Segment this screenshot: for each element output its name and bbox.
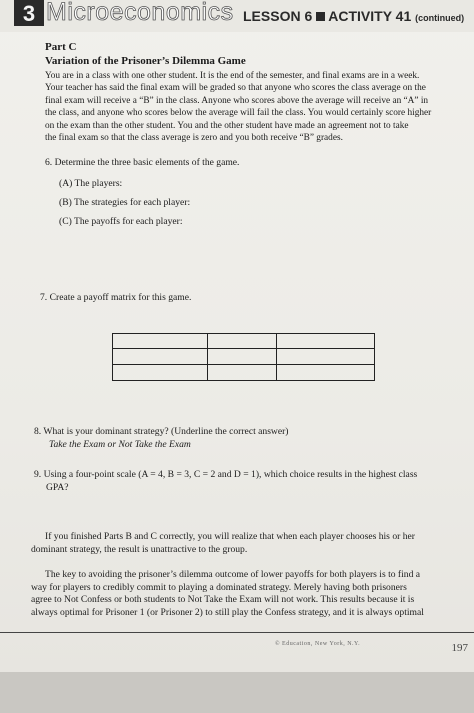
intro-line: You are in a class with one other student. It is the end of the semester, and final exams are in a week. [45, 71, 420, 81]
subject-title: Microeconomics [46, 0, 234, 26]
intro-paragraph [45, 70, 465, 144]
closing-line: The key to avoiding the prisoner’s dilemma outcome of lower payoffs for both players is to find a [45, 569, 421, 580]
closing-line: If you finished Parts B and C correctly, you will realize that when each player chooses his or her [45, 531, 415, 542]
intro-line: Your teacher has said the final exam will be graded so that anyone who scores the class average on the [45, 83, 426, 94]
intro-line: final exam will receive a “B” in the class. Anyone who scores above the average will receive an “A” in [45, 95, 429, 106]
closing-line: dominant strategy, the result is unattractive to the group. [31, 543, 248, 555]
lesson-activity-label [243, 8, 464, 24]
page-edge-shadow [0, 672, 474, 713]
matrix-col-divider [207, 334, 208, 380]
closing-line: agree to Not Confess or both students to Not Take the Exam will not work. This results because it is [31, 594, 415, 606]
publisher-line: © Education, New York, N.Y. [275, 641, 361, 647]
unit-number-badge: 3 [14, 0, 44, 26]
question-9 [34, 469, 470, 494]
closing-line: way for players to credibly commit to playing a dominated strategy. Merely having both prisoners [31, 581, 407, 593]
question-7: 7. Create a payoff matrix for this game. [40, 292, 192, 303]
square-bullet-icon [316, 12, 325, 21]
page-number: 197 [451, 642, 468, 654]
question-6-strategies: (B) The strategies for each player: [59, 197, 191, 208]
part-c-section [45, 40, 465, 144]
activity-label: ACTIVITY 41 [328, 8, 412, 24]
closing-paragraph-1 [31, 531, 470, 556]
section-title: Variation of the Prisoner’s Dilemma Game [45, 55, 246, 67]
question-6-players: (A) The players: [59, 178, 123, 189]
part-label: Part C [45, 41, 77, 53]
question-9-line: 9. Using a four-point scale (A = 4, B = 3, C = 2 and D = 1), which choice results in the highest class [34, 469, 418, 480]
question-6-payoffs: (C) The payoffs for each player: [59, 216, 183, 227]
question-8: 8. What is your dominant strategy? (Underline the correct answer) [34, 426, 289, 437]
intro-line: the final exam so that the class average is zero and you both receive “B” grades. [45, 133, 343, 144]
intro-line: on the exam than the other student. You and the other student have made an agreement not to take [45, 120, 409, 131]
question-9-line: GPA? [46, 481, 69, 493]
footer-rule [0, 632, 474, 633]
continued-label: (continued) [415, 13, 465, 23]
page-header [0, 0, 474, 32]
matrix-row-divider [113, 364, 374, 365]
payoff-matrix-grid [112, 333, 375, 381]
matrix-col-divider [276, 334, 277, 380]
question-8-options: Take the Exam or Not Take the Exam [49, 439, 191, 450]
intro-line: the class, and anyone who scores below the average will fail the class. You would certainly score higher [45, 108, 432, 119]
question-6: 6. Determine the three basic elements of the game. [45, 157, 240, 168]
matrix-row-divider [113, 348, 374, 349]
closing-line: always optimal for Prisoner 1 (or Prisoner 2) to still play the Confess strategy, and it is always optimal [31, 606, 424, 618]
lesson-label: LESSON 6 [243, 8, 313, 24]
closing-paragraph-2 [31, 569, 471, 619]
